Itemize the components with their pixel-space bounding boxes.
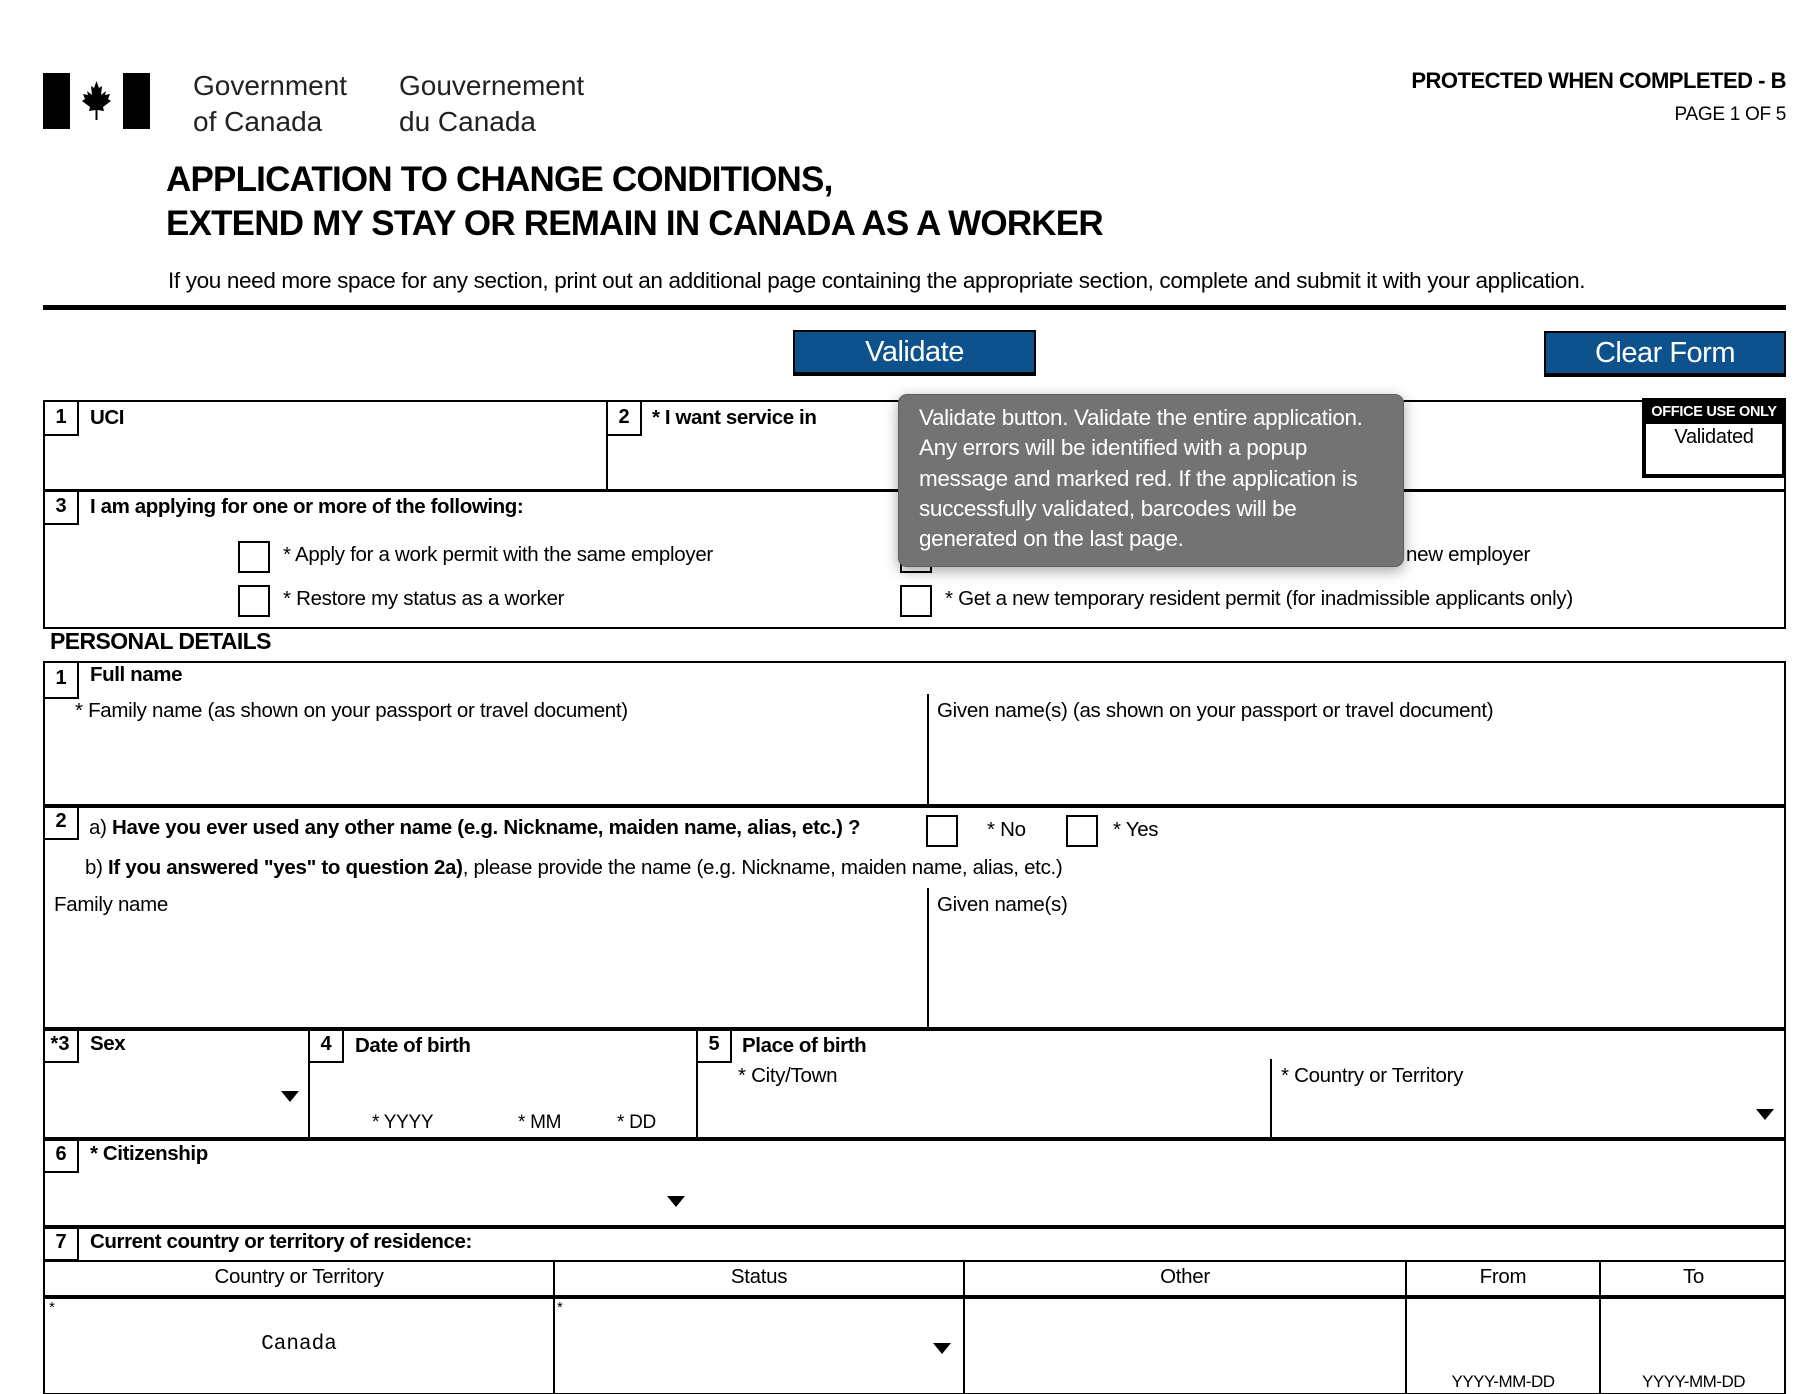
pob-label: Place of birth	[742, 1034, 867, 1057]
given-name-input[interactable]	[935, 729, 1775, 801]
uci-label: UCI	[90, 406, 125, 429]
other-given-name-label: Given name(s)	[937, 893, 1068, 916]
other-name-yes-label: * Yes	[1113, 818, 1159, 841]
office-use-heading: OFFICE USE ONLY	[1646, 402, 1782, 424]
other-name-question-a	[89, 816, 860, 840]
pob-divider	[1270, 1059, 1272, 1139]
protected-label: PROTECTED WHEN COMPLETED - B	[1411, 68, 1786, 93]
full-name-label: Full name	[90, 663, 183, 686]
full-name-section	[43, 661, 1786, 806]
gov-fr-wordmark	[399, 68, 584, 140]
dob-label: Date of birth	[355, 1034, 471, 1057]
office-use-box	[1642, 398, 1786, 478]
residence-status-dropdown-icon[interactable]	[933, 1343, 951, 1354]
col-from: From	[1479, 1265, 1527, 1288]
personal-details-heading: PERSONAL DETAILS	[50, 628, 271, 654]
service-language-label: * I want service in	[652, 406, 817, 429]
q1-number: 1	[45, 402, 79, 436]
row-top-border	[43, 1027, 1786, 1031]
temp-resident-permit-checkbox[interactable]	[900, 585, 932, 617]
other-name-no-label: * No	[987, 818, 1026, 841]
restore-status-label: * Restore my status as a worker	[283, 587, 565, 610]
status-required-mark: *	[557, 1299, 563, 1316]
other-name-section	[43, 804, 1786, 1029]
question-a-text: Have you ever used any other name (e.g. Nickname, maiden name, alias, etc.) ?	[112, 816, 861, 839]
validate-button-label: Validate	[865, 335, 964, 368]
sex-select[interactable]	[49, 1069, 349, 1135]
other-name-top-border	[43, 804, 1786, 808]
pob-city-input[interactable]	[705, 1091, 1265, 1135]
q2-number: 2	[608, 402, 642, 436]
citizenship-section	[43, 1137, 1786, 1227]
citizenship-label: * Citizenship	[90, 1142, 208, 1165]
clear-form-button-label: Clear Form	[1594, 336, 1735, 369]
pob-country-select[interactable]	[1277, 1091, 1777, 1135]
col-status: Status	[730, 1265, 788, 1288]
gov-en-line1: Government	[193, 70, 348, 101]
other-name-number: 2	[45, 806, 79, 840]
pob-country-dropdown-icon[interactable]	[1756, 1109, 1774, 1120]
dob-year-hint: * YYYY	[372, 1112, 434, 1133]
page-title-line2: EXTEND MY STAY OR REMAIN IN CANADA AS A WORKER	[166, 204, 1103, 243]
dob-number: 4	[310, 1029, 344, 1063]
clear-form-button[interactable]	[1544, 331, 1786, 375]
citizenship-dropdown-icon[interactable]	[667, 1196, 685, 1207]
residence-header-bottom	[43, 1295, 1786, 1299]
pob-city-label: * City/Town	[738, 1064, 838, 1087]
validate-button[interactable]	[793, 330, 1036, 374]
instruction-text: If you need more space for any section, print out an additional page containing the appropriate section, complete and submit it with your application.	[168, 268, 1586, 293]
page-title-line1: APPLICATION TO CHANGE CONDITIONS,	[166, 160, 833, 199]
other-name-yes-checkbox[interactable]	[1066, 815, 1098, 847]
question-a-prefix: a)	[89, 816, 113, 839]
validation-status: Validated	[1674, 426, 1754, 448]
country-required-mark: *	[49, 1299, 55, 1316]
residence-top-border	[43, 1225, 1786, 1229]
residence-number: 7	[45, 1227, 79, 1261]
gov-fr-line2: du Canada	[399, 106, 537, 137]
given-name-label: Given name(s) (as shown on your passport or travel document)	[937, 699, 1494, 722]
residence-from-input[interactable]	[1409, 1307, 1597, 1367]
other-name-divider	[927, 888, 929, 1029]
pob-country-label: * Country or Territory	[1281, 1064, 1464, 1087]
restore-status-checkbox[interactable]	[238, 585, 270, 617]
col-country: Country or Territory	[214, 1265, 384, 1288]
full-name-divider	[927, 694, 929, 806]
new-employer-label: new employer	[1406, 543, 1531, 566]
citizenship-number: 6	[45, 1139, 79, 1173]
other-given-name-input[interactable]	[935, 924, 1775, 1024]
sex-number: *3	[43, 1029, 79, 1063]
question-b-prefix: b)	[85, 856, 109, 879]
pob-number: 5	[698, 1029, 732, 1063]
citizenship-select[interactable]	[49, 1179, 699, 1223]
same-employer-label: * Apply for a work permit with the same employer	[283, 543, 713, 566]
family-name-label: * Family name (as shown on your passport or travel document)	[75, 699, 628, 722]
dob-month-hint: * MM	[518, 1112, 562, 1133]
page-number: PAGE 1 OF 5	[1674, 104, 1786, 125]
other-name-question-b	[85, 856, 1062, 880]
residence-country-value[interactable]: Canada	[261, 1333, 337, 1356]
other-name-no-checkbox[interactable]	[926, 815, 958, 847]
question-b-rest: , please provide the name (e.g. Nickname, maiden name, alias, etc.)	[462, 856, 1063, 879]
other-family-name-label: Family name	[54, 893, 169, 916]
applying-for-label: I am applying for one or more of the following:	[90, 495, 524, 518]
uci-input[interactable]	[47, 438, 607, 488]
dob-day-hint: * DD	[617, 1112, 656, 1133]
residence-other-input[interactable]	[967, 1307, 1403, 1387]
dob-input[interactable]	[315, 1069, 695, 1109]
sex-label: Sex	[90, 1032, 126, 1055]
q3-number: 3	[45, 491, 79, 525]
col-other: Other	[1160, 1265, 1210, 1288]
header-divider	[43, 305, 1786, 310]
other-family-name-input[interactable]	[49, 924, 925, 1024]
residence-section	[43, 1225, 1786, 1394]
gov-en-wordmark	[193, 68, 347, 140]
same-employer-checkbox[interactable]	[238, 541, 270, 573]
residence-to-input[interactable]	[1603, 1307, 1783, 1367]
gov-en-line2: of Canada	[193, 106, 323, 137]
citizenship-top-border	[43, 1137, 1786, 1141]
residence-status-select[interactable]	[557, 1307, 957, 1387]
residence-to-hint: YYYY-MM-DD	[1642, 1372, 1745, 1391]
residence-from-hint: YYYY-MM-DD	[1451, 1372, 1555, 1391]
full-name-number: 1	[45, 663, 79, 699]
temp-resident-permit-label: * Get a new temporary resident permit (for inadmissible applicants only)	[945, 587, 1573, 610]
sex-dob-pob-row	[43, 1027, 1786, 1139]
col-to: To	[1682, 1265, 1705, 1288]
sex-dropdown-icon[interactable]	[281, 1091, 299, 1102]
residence-header-top	[43, 1260, 1786, 1262]
gov-fr-line1: Gouvernement	[399, 70, 585, 101]
canada-flag-logo	[43, 73, 150, 129]
residence-label: Current country or territory of residence:	[90, 1230, 472, 1253]
family-name-input[interactable]	[49, 729, 925, 801]
question-b-bold: If you answered "yes" to question 2a)	[108, 856, 463, 879]
validate-tooltip: Validate button. Validate the entire application. Any errors will be identified with a popup message and marked red. If the application is successfully validated, barcodes will be generated on the last page.	[898, 394, 1404, 567]
